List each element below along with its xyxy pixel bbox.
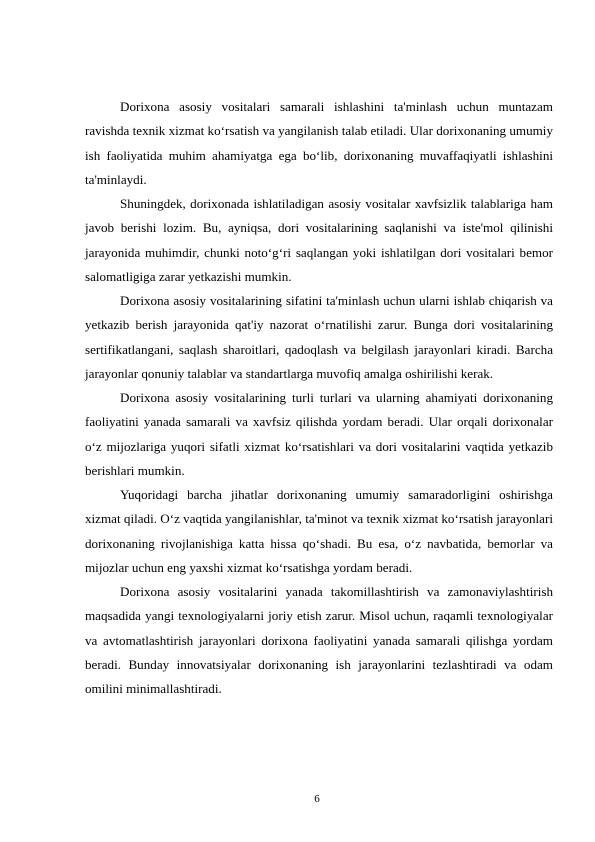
body-text [85,95,553,701]
paragraph-maintenance: Dorixona asosiy vositalari samarali ishlashini ta'minlash uchun muntazam ravishda texnik xizmat ko‘rsatish va yangilanish talab etiladi. Ular dorixonaning umumiy ish faoliyatida muhim ahamiyatga ega bo‘lib, dorixonaning muvaffaqiyatli ishlashini ta'minlaydi. [85,99,553,187]
paragraph-modernization: Dorixona asosiy vositalarini yanada takomillashtirish va zamonaviylashtirish maqsadida yangi texnologiyalarni joriy etish zarur. Misol uchun, raqamli texnologiyalar va avtomatlashtirish jarayonlari dorixona faoliyatini yanada samarali qilishga yordam beradi. Bunday innovatsiyalar dorixonaning ish jarayonlarini tezlashtiradi va odam omilini minimallashtiradi. [85,584,553,696]
paragraph-safety: Shuningdek, dorixonada ishlatiladigan asosiy vositalar xavfsizlik talablariga ham javob berishi lozim. Bu, ayniqsa, dori vositalarining saqlanishi va iste'mol qilinishi jarayonida muhimdir, chunki noto‘g‘ri saqlangan yoki ishlatilgan dori vositalari bemor salomatligiga zarar yetkazishi mumkin. [85,196,553,284]
page-number: 6 [314,793,320,805]
paragraph-types-importance: Dorixona asosiy vositalarining turli turlari va ularning ahamiyati dorixonaning faoliyatini yanada samarali va xavfsiz qilishda yordam beradi. Ular orqali dorixonalar o‘z mijozlariga yuqori sifatli xizmat ko‘rsatishlari va dori vositalarini vaqtida yetkazib berishlari mumkin. [85,390,553,478]
paragraph-efficiency: Yuqoridagi barcha jihatlar dorixonaning umumiy samaradorligini oshirishga xizmat qiladi. O‘z vaqtida yangilanishlar, ta'minot va texnik xizmat ko‘rsatish jarayonlari dorixonaning rivojlanishiga katta hissa qo‘shadi. Bu esa, o‘z navbatida, bemorlar va mijozlar uchun eng yaxshi xizmat ko‘rsatishga yordam beradi. [85,487,553,575]
paragraph-quality-control: Dorixona asosiy vositalarining sifatini ta'minlash uchun ularni ishlab chiqarish va yetkazib berish jarayonida qat'iy nazorat o‘rnatilishi zarur. Bunga dori vositalarining sertifikatlangani, saqlash sharoitlari, qadoqlash va belgilash jarayonlari kiradi. Barcha jarayonlar qonuniy talablar va standartlarga muvofiq amalga oshirilishi kerak. [85,293,553,381]
